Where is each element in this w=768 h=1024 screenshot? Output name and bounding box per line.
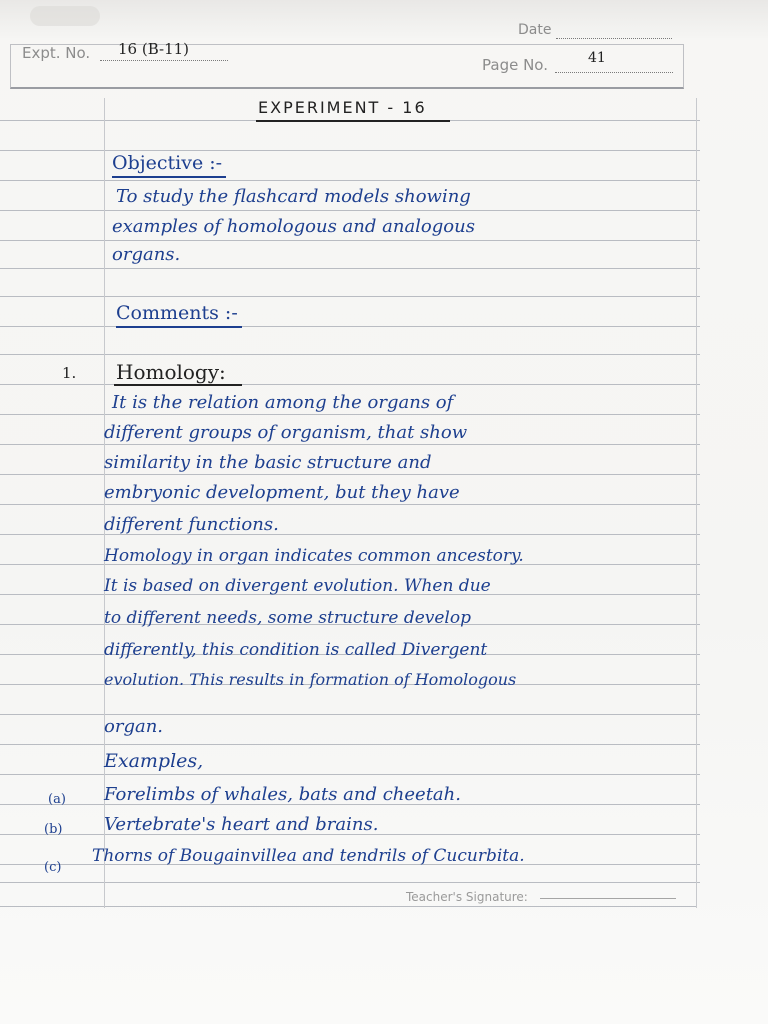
page-no-label: Page No. — [482, 56, 548, 74]
homology-line: evolution. This results in formation of Homologous — [104, 670, 517, 689]
objective-line: organs. — [112, 244, 181, 265]
homology-line: different functions. — [104, 514, 279, 535]
signature-label: Teacher's Signature: — [406, 890, 528, 904]
objective-line: To study the flashcard models showing — [116, 186, 471, 207]
homology-underline — [114, 384, 242, 386]
homology-line: It is based on divergent evolution. When due — [104, 576, 491, 596]
page-no-value: 41 — [588, 50, 606, 66]
page-no-line — [555, 58, 673, 73]
rule-line — [0, 774, 700, 775]
example-marker: (c) — [44, 860, 62, 875]
date-field-line — [556, 24, 672, 39]
date-label: Date — [518, 22, 552, 38]
rule-line — [0, 414, 700, 415]
example-marker: (b) — [44, 822, 63, 837]
rule-line — [0, 384, 700, 385]
rule-line — [0, 444, 700, 445]
example-text: Forelimbs of whales, bats and cheetah. — [104, 784, 461, 805]
expt-no-value: 16 (B-11) — [118, 40, 190, 58]
rule-line — [0, 180, 700, 181]
example-marker: (a) — [48, 792, 66, 807]
rule-line — [0, 326, 700, 327]
rule-line — [0, 268, 700, 269]
examples-heading: Examples, — [104, 750, 204, 772]
title-underline — [256, 120, 450, 122]
homology-line: to different needs, some structure develop — [104, 608, 471, 628]
faint-logo — [30, 6, 100, 26]
rule-line — [0, 474, 700, 475]
rule-line — [0, 296, 700, 297]
rule-line — [0, 150, 700, 151]
comments-heading: Comments :- — [116, 302, 238, 324]
rule-line — [0, 882, 700, 883]
comments-underline — [116, 326, 242, 328]
right-margin-line — [696, 98, 697, 908]
homology-line: It is the relation among the organs of — [112, 392, 454, 413]
objective-heading: Objective :- — [112, 152, 223, 174]
rule-line — [0, 354, 700, 355]
homology-heading: Homology: — [116, 360, 226, 384]
homology-line: organ. — [104, 716, 164, 737]
homology-line: differently, this condition is called Divergent — [104, 640, 488, 660]
objective-underline — [112, 176, 226, 178]
example-text: Vertebrate's heart and brains. — [104, 814, 379, 835]
rule-line — [0, 714, 700, 715]
homology-line: similarity in the basic structure and — [104, 452, 432, 473]
rule-line — [0, 744, 700, 745]
section-number: 1. — [62, 364, 77, 382]
experiment-title: EXPERIMENT - 16 — [258, 98, 427, 117]
rule-line — [0, 504, 700, 505]
homology-line: Homology in organ indicates common ancestory. — [104, 546, 524, 566]
example-text: Thorns of Bougainvillea and tendrils of Cucurbita. — [92, 846, 525, 866]
expt-no-label: Expt. No. — [22, 44, 91, 62]
rule-line — [0, 240, 700, 241]
objective-line: examples of homologous and analogous — [112, 216, 475, 237]
expt-no-line — [100, 46, 228, 61]
signature-line — [540, 898, 676, 899]
homology-line: different groups of organism, that show — [104, 422, 468, 443]
rule-line — [0, 210, 700, 211]
homology-line: embryonic development, but they have — [104, 482, 460, 503]
